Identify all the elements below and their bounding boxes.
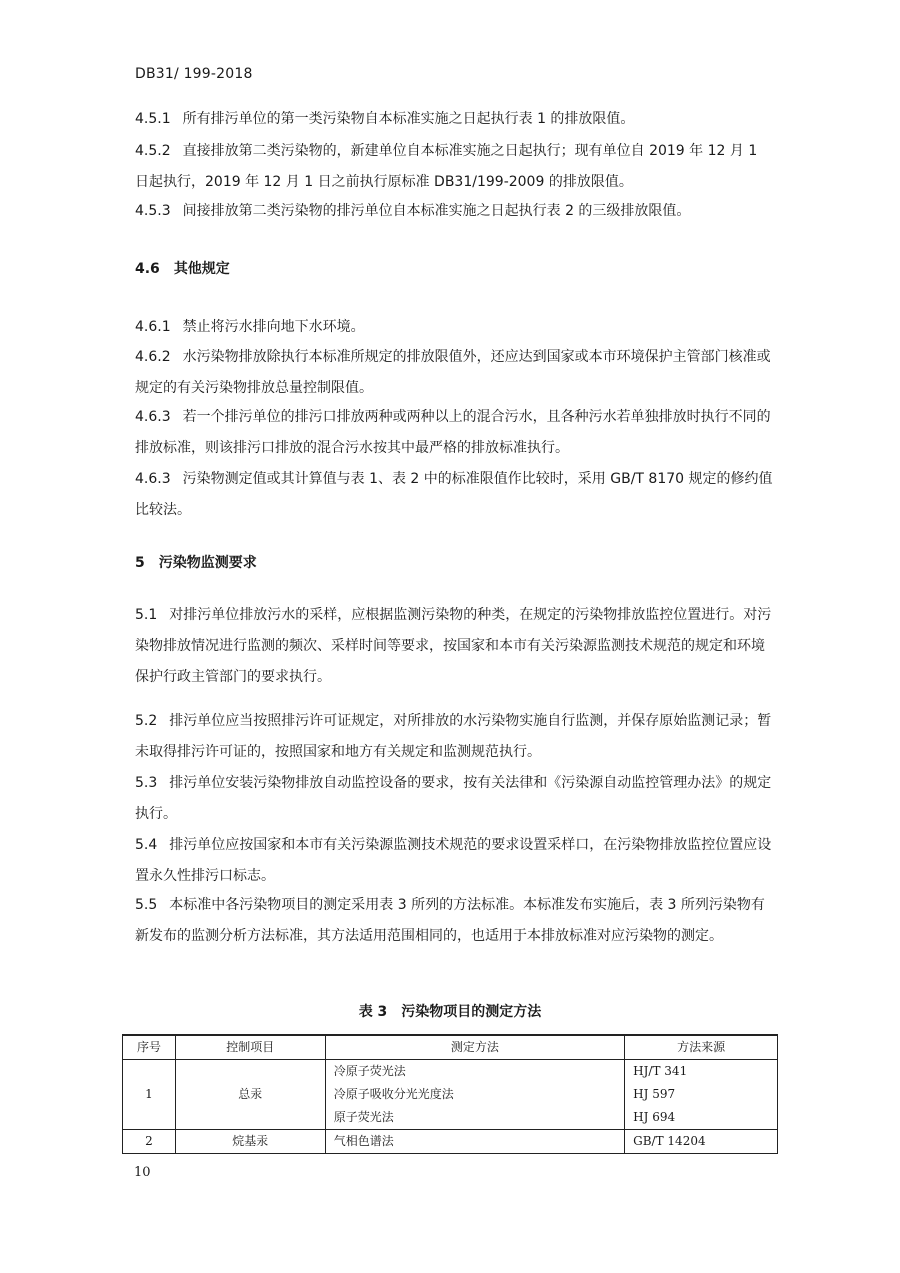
header-seq: 序号	[123, 1035, 176, 1060]
clause-number: 5.1	[135, 607, 158, 623]
clause-number: 4.6.2	[135, 349, 171, 365]
clause-number: 4.5.3	[135, 203, 171, 219]
source-line: GB/T 14204	[633, 1134, 706, 1148]
clause-4-5-3	[135, 196, 775, 227]
clause-4-6-3b	[135, 464, 775, 526]
page-number: 10	[134, 1165, 151, 1180]
clause-4-6-1	[135, 312, 775, 343]
clause-text: 水污染物排放除执行本标准所规定的排放限值外，还应达到国家或本市环境保护主管部门核准或规定的有关污染物排放总量控制限值。	[135, 349, 771, 396]
section-number: 4.6	[135, 261, 160, 277]
section-heading-5	[135, 552, 257, 572]
clause-text: 对排污单位排放污水的采样，应根据监测污染物的种类，在规定的污染物排放监控位置进行。对污染物排放情况进行监测的频次、采样时间等要求，按国家和本市有关污染源监测技术规范的规定和环境保护行政主管部门的要求执行。	[135, 607, 772, 685]
clause-text: 直接排放第二类污染物的，新建单位自本标准实施之日起执行；现有单位自 2019 年 12 月 1 日起执行，2019 年 12 月 1 日之前执行原标准 DB31/199-2009 的排放限值。	[135, 143, 758, 190]
document-header: DB31/ 199-2018	[135, 66, 253, 82]
table-header-row	[123, 1035, 778, 1060]
table-caption: 表 3 污染物项目的测定方法	[358, 1004, 542, 1020]
method-line: 气相色谱法	[333, 1134, 394, 1148]
cell-sources	[625, 1060, 778, 1130]
clause-4-5-2	[135, 136, 775, 198]
clause-number: 4.5.1	[135, 111, 171, 127]
section-title: 其他规定	[173, 261, 230, 277]
clause-number: 5.4	[135, 837, 158, 853]
clause-text: 所有排污单位的第一类污染物自本标准实施之日起执行表 1 的排放限值。	[182, 111, 635, 127]
clause-number: 4.6.1	[135, 319, 171, 335]
cell-methods	[325, 1130, 624, 1154]
measurement-methods-table	[122, 1034, 778, 1154]
clause-text: 排污单位应当按照排污许可证规定，对所排放的水污染物实施自行监测，并保存原始监测记录；暂未取得排污许可证的，按照国家和地方有关规定和监测规范执行。	[135, 713, 772, 760]
cell-seq: 1	[123, 1060, 176, 1130]
clause-5-5	[135, 890, 775, 952]
source-line: HJ/T 341	[633, 1064, 688, 1078]
clause-5-4	[135, 830, 775, 892]
clause-5-2	[135, 706, 775, 768]
cell-sources	[625, 1130, 778, 1154]
clause-text: 间接排放第二类污染物的排污单位自本标准实施之日起执行表 2 的三级排放限值。	[182, 203, 691, 219]
section-heading-4-6	[135, 258, 230, 278]
section-number: 5	[135, 555, 145, 571]
clause-number: 4.5.2	[135, 143, 171, 159]
clause-4-6-2	[135, 342, 775, 404]
header-source: 方法来源	[625, 1035, 778, 1060]
clause-text: 禁止将污水排向地下水环境。	[182, 319, 365, 335]
source-line: HJ 694	[633, 1110, 676, 1124]
clause-number: 5.2	[135, 713, 158, 729]
clause-text: 排污单位应按国家和本市有关污染源监测技术规范的要求设置采样口，在污染物排放监控位置应设置永久性排污口标志。	[135, 837, 772, 884]
clause-text: 污染物测定值或其计算值与表 1、表 2 中的标准限值作比较时，采用 GB/T 8170 规定的修约值比较法。	[135, 471, 773, 518]
table-row	[123, 1130, 778, 1154]
method-line: 冷原子吸收分光光度法	[333, 1087, 454, 1101]
table-row	[123, 1060, 778, 1130]
cell-item: 总汞	[175, 1060, 325, 1130]
clause-number: 4.6.3	[135, 409, 171, 425]
source-line: HJ 597	[633, 1087, 676, 1101]
clause-text: 排污单位安装污染物排放自动监控设备的要求，按有关法律和《污染源自动监控管理办法》的规定执行。	[135, 775, 772, 822]
method-line: 原子荧光法	[333, 1110, 394, 1124]
clause-text: 若一个排污单位的排污口排放两种或两种以上的混合污水，且各种污水若单独排放时执行不同的排放标准，则该排污口排放的混合污水按其中最严格的排放标准执行。	[135, 409, 771, 456]
header-method: 测定方法	[325, 1035, 624, 1060]
clause-number: 5.5	[135, 897, 158, 913]
clause-5-1	[135, 600, 775, 693]
cell-methods	[325, 1060, 624, 1130]
clause-number: 5.3	[135, 775, 158, 791]
cell-seq: 2	[123, 1130, 176, 1154]
cell-item: 烷基汞	[175, 1130, 325, 1154]
clause-4-6-3	[135, 402, 775, 464]
clause-number: 4.6.3	[135, 471, 171, 487]
section-title: 污染物监测要求	[158, 555, 257, 571]
clause-5-3	[135, 768, 775, 830]
header-item: 控制项目	[175, 1035, 325, 1060]
method-line: 冷原子荧光法	[333, 1064, 406, 1078]
clause-text: 本标准中各污染物项目的测定采用表 3 所列的方法标准。本标准发布实施后，表 3 所列污染物有新发布的监测分析方法标准，其方法适用范围相同的，也适用于本排放标准对应污染物的测定。	[135, 897, 765, 944]
clause-4-5-1	[135, 104, 775, 135]
